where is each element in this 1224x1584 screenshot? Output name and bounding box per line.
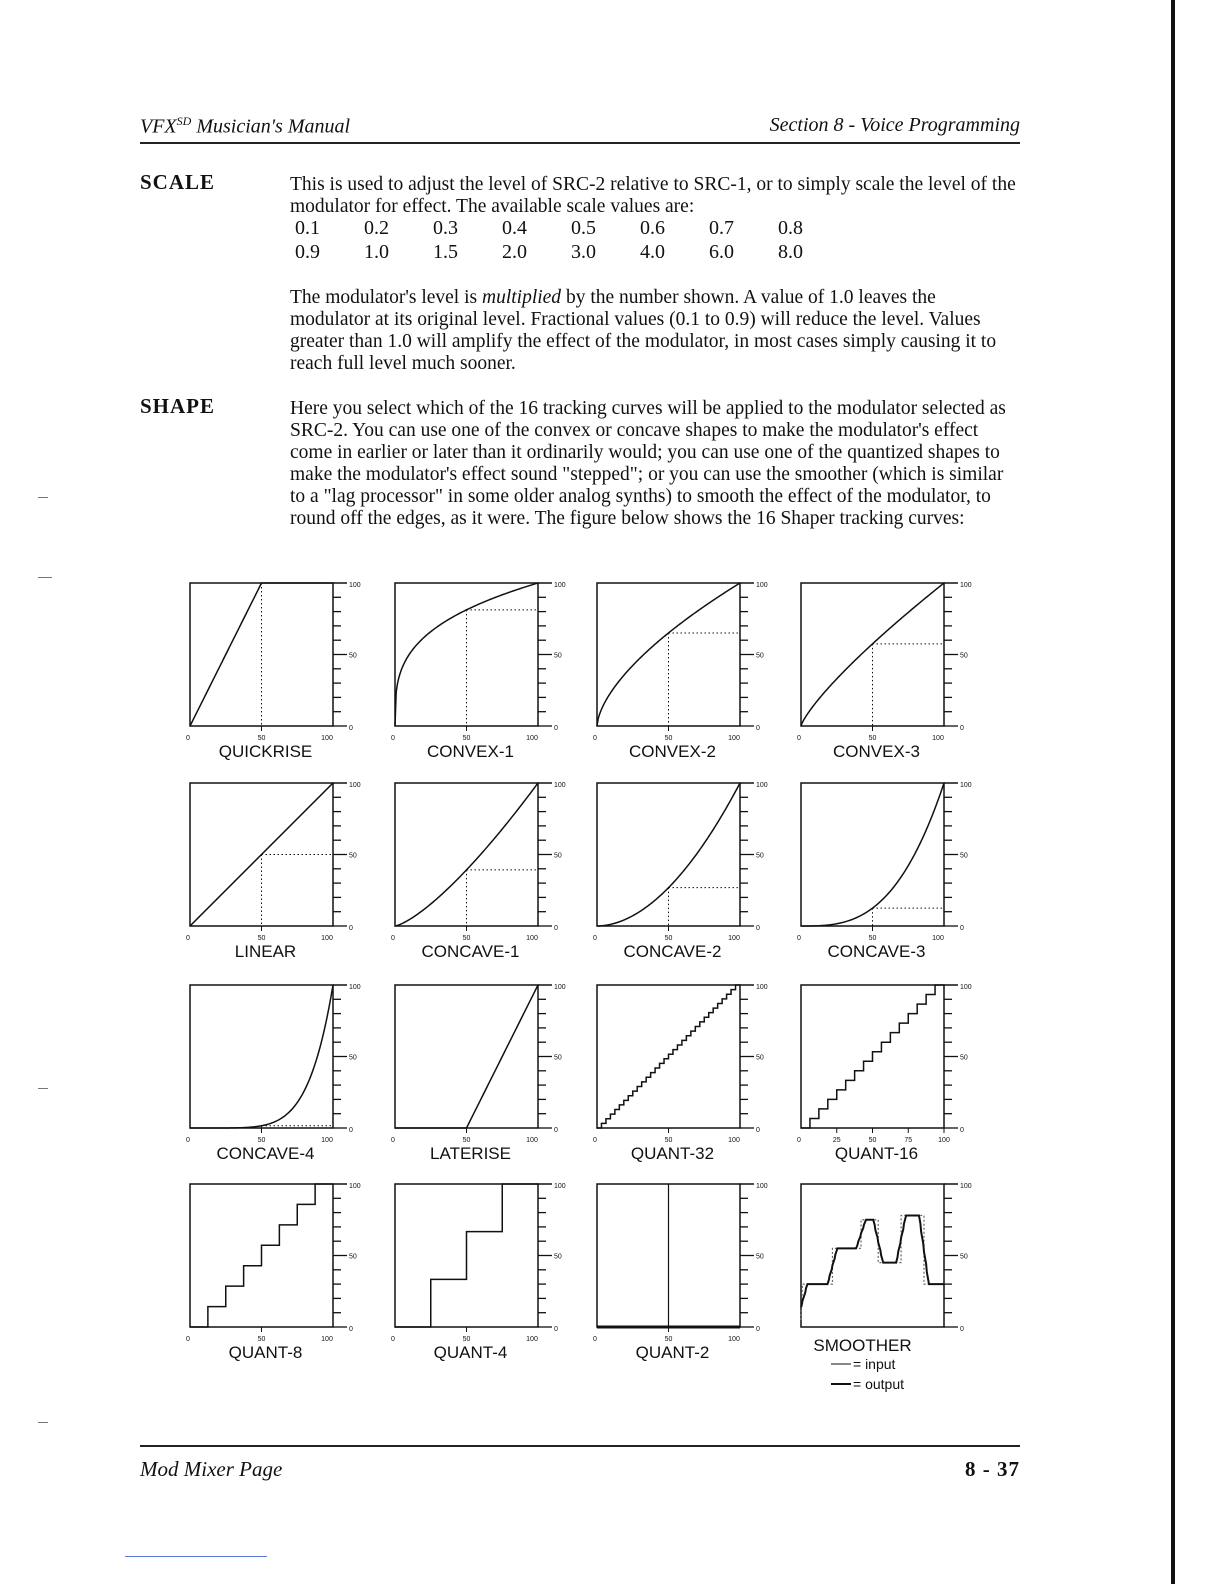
x-label-100: 100 [321,1137,333,1144]
manual-title: $VFX^{SD}$ Musician's Manual [140,114,351,138]
y-label-50: 50 [349,852,357,860]
x-label-0: 0 [391,735,395,742]
x-label-50: 50 [462,1137,471,1144]
x-label-0: 0 [593,1137,597,1144]
x-label-50: 50 [257,935,266,942]
footer-page-name: Mod Mixer Page [140,1457,283,1481]
x-label-50: 50 [868,1137,877,1144]
y-label-100: 100 [349,984,361,991]
x-label-100: 100 [728,1137,740,1144]
y-label-0: 0 [349,725,353,732]
x-label-0: 0 [391,935,395,942]
curve-quant-4 [395,1184,538,1327]
x-label-0: 0 [391,1336,395,1343]
x-label-50: 50 [257,1137,266,1144]
x-label-50: 50 [462,735,471,742]
smoother-input-curve [801,1215,944,1319]
x-label-50: 50 [868,935,877,942]
curve-title-smoother: SMOOTHER [813,1336,912,1355]
y-label-0: 0 [756,925,760,932]
curve-laterise [395,985,538,1128]
y-label-100: 100 [756,984,768,991]
x-label-50: 50 [257,735,266,742]
x-label-100: 100 [526,735,538,742]
plot-frame-concave-4 [190,985,333,1128]
y-label-100: 100 [756,1183,768,1190]
y-label-50: 50 [960,852,968,860]
plot-frame-concave-3 [801,783,944,926]
x-label-100: 100 [728,735,740,742]
x-label-100: 100 [526,1137,538,1144]
plot-frame-convex-2 [597,583,740,726]
x-label-0: 0 [186,1336,190,1343]
emphasis-multiplied: multiplied [481,287,562,308]
x-label-0: 0 [593,1336,597,1343]
curve-quant-16 [801,985,944,1128]
plot-frame-smoother [801,1184,944,1327]
margin-mark [38,577,52,578]
x-label-50: 50 [462,935,471,942]
margin-mark [38,497,48,498]
y-label-100: 100 [554,782,566,789]
y-label-50: 50 [756,1054,764,1062]
x-label-100: 100 [932,935,944,942]
y-label-0: 0 [349,925,353,932]
curve-quant-8 [190,1184,333,1327]
curve-title-convex-3: CONVEX-3 [833,742,920,761]
x-label-50: 50 [462,1336,471,1343]
scale-values-row-1: 0.1 0.2 0.3 0.4 0.5 0.6 0.7 0.8 [295,217,803,239]
y-label-50: 50 [554,652,562,660]
x-label-0: 0 [593,935,597,942]
x-label-50: 50 [664,1137,673,1144]
plot-frame-concave-1 [395,783,538,926]
y-label-50: 50 [960,652,968,660]
curve-title-quant-4: QUANT-4 [433,1343,508,1362]
y-label-50: 50 [756,852,764,860]
curve-title-concave-1: CONCAVE-1 [421,942,520,961]
curve-title-quant-32: QUANT-32 [630,1144,715,1163]
curve-title-quickrise: QUICKRISE [218,742,313,761]
y-label-100: 100 [554,984,566,991]
y-label-50: 50 [756,652,764,660]
y-label-100: 100 [554,582,566,589]
curve-title-laterise: LATERISE [430,1144,511,1163]
y-label-0: 0 [554,925,558,932]
scale-values-row-2: 0.9 1.0 1.5 2.0 3.0 4.0 6.0 8.0 [295,241,803,263]
curve-title-concave-3: CONCAVE-3 [827,942,926,961]
curve-title-convex-2: CONVEX-2 [629,742,716,761]
y-label-100: 100 [349,782,361,789]
curve-concave-1 [395,783,538,926]
y-label-100: 100 [349,582,361,589]
curve-concave-4 [190,985,333,1128]
y-label-100: 100 [960,582,972,589]
x-label-0: 0 [593,735,597,742]
y-label-50: 50 [756,1253,764,1261]
x-label-0: 0 [186,935,190,942]
smoother-output-curve [801,1215,944,1307]
plot-frame-laterise [395,985,538,1128]
y-label-0: 0 [756,725,760,732]
x-label-100: 100 [938,1137,950,1144]
y-label-100: 100 [960,1183,972,1190]
curve-title-concave-2: CONCAVE-2 [623,942,722,961]
curve-concave-3 [801,783,944,926]
y-label-50: 50 [554,852,562,860]
x-label-0: 0 [797,1137,801,1144]
margin-mark [38,1422,48,1423]
scale-intro: This is used to adjust the level of SRC-2 relative to SRC-1, or to simply scale the level of the modulator for effect. The available scale values are: [290,174,1016,217]
x-label-100: 100 [932,735,944,742]
section-title: Section 8 - Voice Programming [769,114,1020,136]
x-label-100: 100 [321,935,333,942]
y-label-0: 0 [349,1127,353,1134]
x-label-100: 100 [321,735,333,742]
x-label-100: 100 [526,935,538,942]
margin-mark [38,1088,48,1089]
scale-term: SCALE [140,170,216,194]
footer-page-number: 8 - 37 [965,1457,1020,1481]
x-label-50: 50 [664,935,673,942]
y-label-0: 0 [756,1127,760,1134]
x-label-100: 100 [526,1336,538,1343]
x-label-50: 50 [664,735,673,742]
curve-title-concave-4: CONCAVE-4 [216,1144,315,1163]
y-label-100: 100 [349,1183,361,1190]
legend-input-label: = input [853,1356,896,1372]
x-label-75: 75 [904,1137,913,1144]
x-label-25: 25 [832,1137,841,1144]
y-label-100: 100 [554,1183,566,1190]
curve-title-quant-2: QUANT-2 [635,1343,710,1362]
y-label-100: 100 [960,782,972,789]
y-label-0: 0 [554,1127,558,1134]
y-label-0: 0 [960,925,964,932]
y-label-0: 0 [554,1326,558,1333]
y-label-0: 0 [960,725,964,732]
shape-description: Here you select which of the 16 tracking curves will be applied to the modulator selected as SRC-2. You can use one of the convex or concave shapes to make the modulator's effect come in earlier or later than it ordinarily would; you can use one of the quantized shapes to make the modulator's effect sound "stepped"; or you can use the smoother (which is similar to a "lag processor" in some older analog synths) to smooth the effect of the modulator, to round off the edges, as it were. The figure below shows the 16 Shaper tracking curves: [290,398,1006,529]
y-label-0: 0 [554,725,558,732]
shape-term: SHAPE [140,394,216,418]
scan-artifact-line [125,1556,267,1557]
curve-title-convex-1: CONVEX-1 [427,742,514,761]
y-label-100: 100 [756,782,768,789]
x-label-0: 0 [186,1137,190,1144]
legend-output-label: = output [853,1376,904,1392]
y-label-50: 50 [554,1054,562,1062]
y-label-50: 50 [554,1253,562,1261]
y-label-0: 0 [756,1326,760,1333]
x-label-50: 50 [664,1336,673,1343]
y-label-50: 50 [349,1253,357,1261]
curve-title-quant-8: QUANT-8 [228,1343,303,1362]
x-label-100: 100 [728,1336,740,1343]
y-label-50: 50 [960,1054,968,1062]
curve-quant-32 [597,985,740,1128]
x-label-100: 100 [321,1336,333,1343]
y-label-50: 50 [349,652,357,660]
y-label-0: 0 [349,1326,353,1333]
x-label-50: 50 [868,735,877,742]
curve-title-quant-16: QUANT-16 [834,1144,919,1163]
x-label-100: 100 [728,935,740,942]
y-label-50: 50 [960,1253,968,1261]
x-label-50: 50 [257,1336,266,1343]
y-label-100: 100 [756,582,768,589]
y-label-100: 100 [960,984,972,991]
x-label-0: 0 [391,1137,395,1144]
x-label-0: 0 [186,735,190,742]
y-label-0: 0 [960,1326,964,1333]
curve-convex-2 [597,583,740,726]
y-label-0: 0 [960,1127,964,1134]
x-label-0: 0 [797,735,801,742]
scale-explanation: The modulator's level is multiplied by the number shown. A value of 1.0 leaves the modulator at its original level. Fractional values (0.1 to 0.9) will reduce the level. Values greater than 1.0 will amplify the effect of the modulator, in most cases simply causing it to reach full level much sooner. [290,287,997,374]
page-footer [140,1445,1020,1487]
curve-title-linear: LINEAR [234,942,297,961]
x-label-0: 0 [797,935,801,942]
y-label-50: 50 [349,1054,357,1062]
